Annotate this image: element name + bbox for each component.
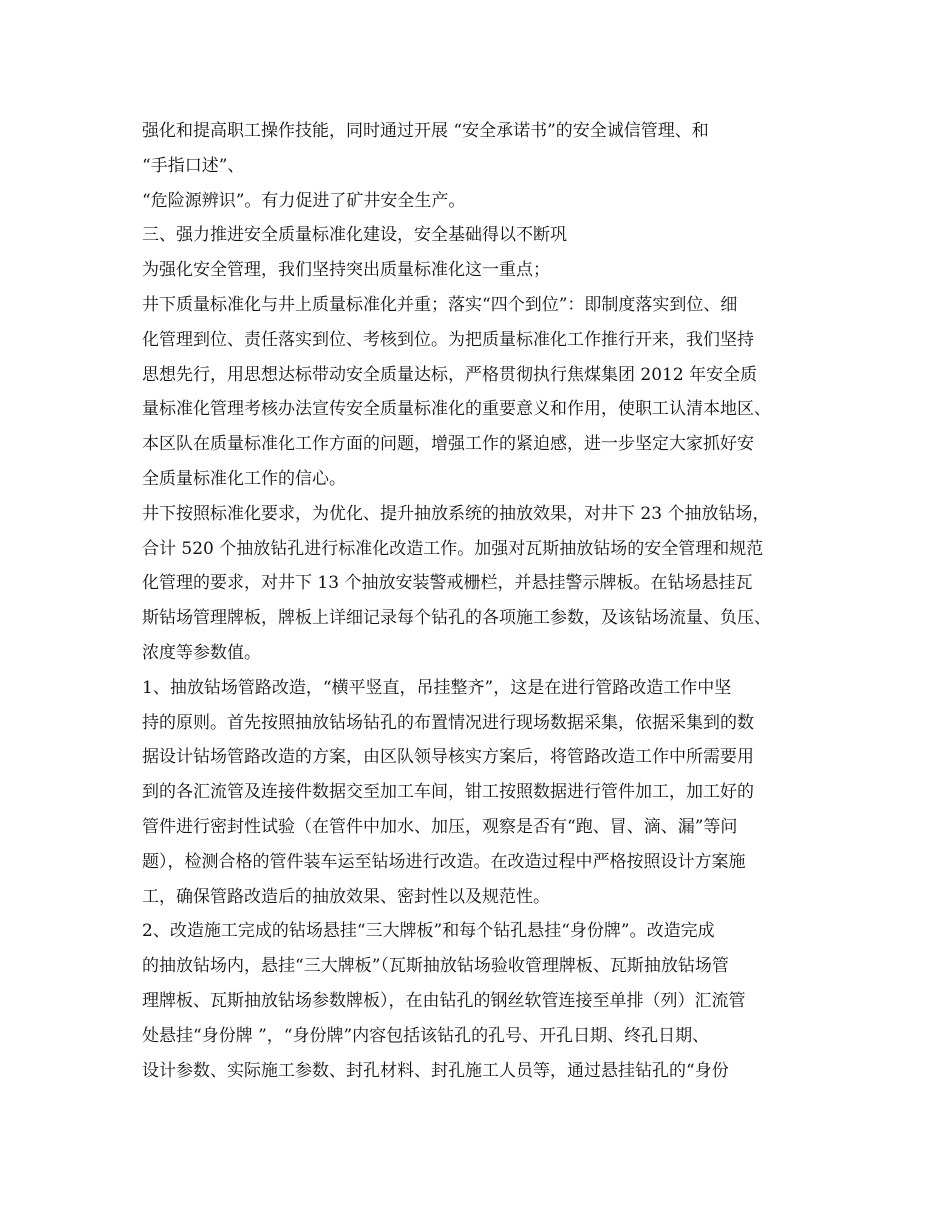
text-line: 的抽放钻场内，悬挂“三大牌板”（瓦斯抽放钻场验收管理牌板、瓦斯抽放钻场管 xyxy=(142,956,729,977)
text-line: 全质量标准化工作的信心。 xyxy=(142,468,346,489)
text-line: 持的原则。首先按照抽放钻场钻孔的布置情况进行现场数据采集，依据采集到的数 xyxy=(142,712,754,733)
section-heading: 三、强力推进安全质量标准化建设，安全基础得以不断巩 xyxy=(142,225,567,246)
text-line: 处悬挂“身份牌 ”，“身份牌”内容包括该钻孔的孔号、开孔日期、终孔日期、 xyxy=(142,1025,710,1046)
text-line: 2、改造施工完成的钻场悬挂“三大牌板”和每个钻孔悬挂“身份牌”。改造完成 xyxy=(142,921,715,942)
text-line: 合计 520 个抽放钻孔进行标准化改造工作。加强对瓦斯抽放钻场的安全管理和规范 xyxy=(142,538,764,559)
text-line: “手指口述”、 xyxy=(142,155,245,176)
text-line: 井下按照标准化要求，为优化、提升抽放系统的抽放效果，对井下 23 个抽放钻场， xyxy=(142,503,770,524)
text-line: 工，确保管路改造后的抽放效果、密封性以及规范性。 xyxy=(142,886,550,907)
text-line: 为强化安全管理，我们坚持突出质量标准化这一重点； xyxy=(142,260,550,281)
text-line: 化管理到位、责任落实到位、考核到位。为把质量标准化工作推行开来，我们坚持 xyxy=(142,329,754,350)
body-text xyxy=(142,114,810,1088)
text-line: 化管理的要求，对井下 13 个抽放安装警戒栅栏，并悬挂警示牌板。在钻场悬挂瓦 xyxy=(142,573,753,594)
text-line: 浓度等参数值。 xyxy=(142,642,261,663)
text-line: 强化和提高职工操作技能，同时通过开展 “安全承诺书”的安全诚信管理、和 xyxy=(142,121,709,141)
text-line: 题），检测合格的管件装车运至钻场进行改造。在改造过程中严格按照设计方案施 xyxy=(142,851,746,872)
text-line: 据设计钻场管路改造的方案，由区队领导核实方案后，将管路改造工作中所需要用 xyxy=(142,747,754,768)
text-line: 设计参数、实际施工参数、封孔材料、封孔施工人员等，通过悬挂钻孔的“身份 xyxy=(142,1060,729,1081)
text-line: 理牌板、瓦斯抽放钻场参数牌板），在由钻孔的钢丝软管连接至单排（列）汇流管 xyxy=(142,990,746,1011)
text-line: 1、抽放钻场管路改造，“横平竖直，吊挂整齐”，这是在进行管路改造工作中坚 xyxy=(142,677,732,698)
text-line: 量标准化管理考核办法宣传安全质量标准化的重要意义和作用，使职工认清本地区、 xyxy=(142,399,771,420)
text-line: 井下质量标准化与井上质量标准化并重；落实“四个到位”：即制度落实到位、细 xyxy=(142,294,738,315)
text-line: “危险源辨识”。有力促进了矿井安全生产。 xyxy=(142,190,466,211)
text-line: 思想先行，用思想达标带动安全质量达标，严格贯彻执行焦煤集团 2012 年安全质 xyxy=(142,364,758,385)
text-line: 斯钻场管理牌板，牌板上详细记录每个钻孔的各项施工参数，及该钻场流量、负压、 xyxy=(142,608,771,629)
text-line: 管件进行密封性试验（在管件中加水、加压，观察是否有“跑、冒、滴、漏”等问 xyxy=(142,816,738,837)
text-line: 到的各汇流管及连接件数据交至加工车间，钳工按照数据进行管件加工，加工好的 xyxy=(142,782,754,803)
text-line: 本区队在质量标准化工作方面的问题，增强工作的紧迫感，进一步坚定大家抓好安 xyxy=(142,434,754,455)
